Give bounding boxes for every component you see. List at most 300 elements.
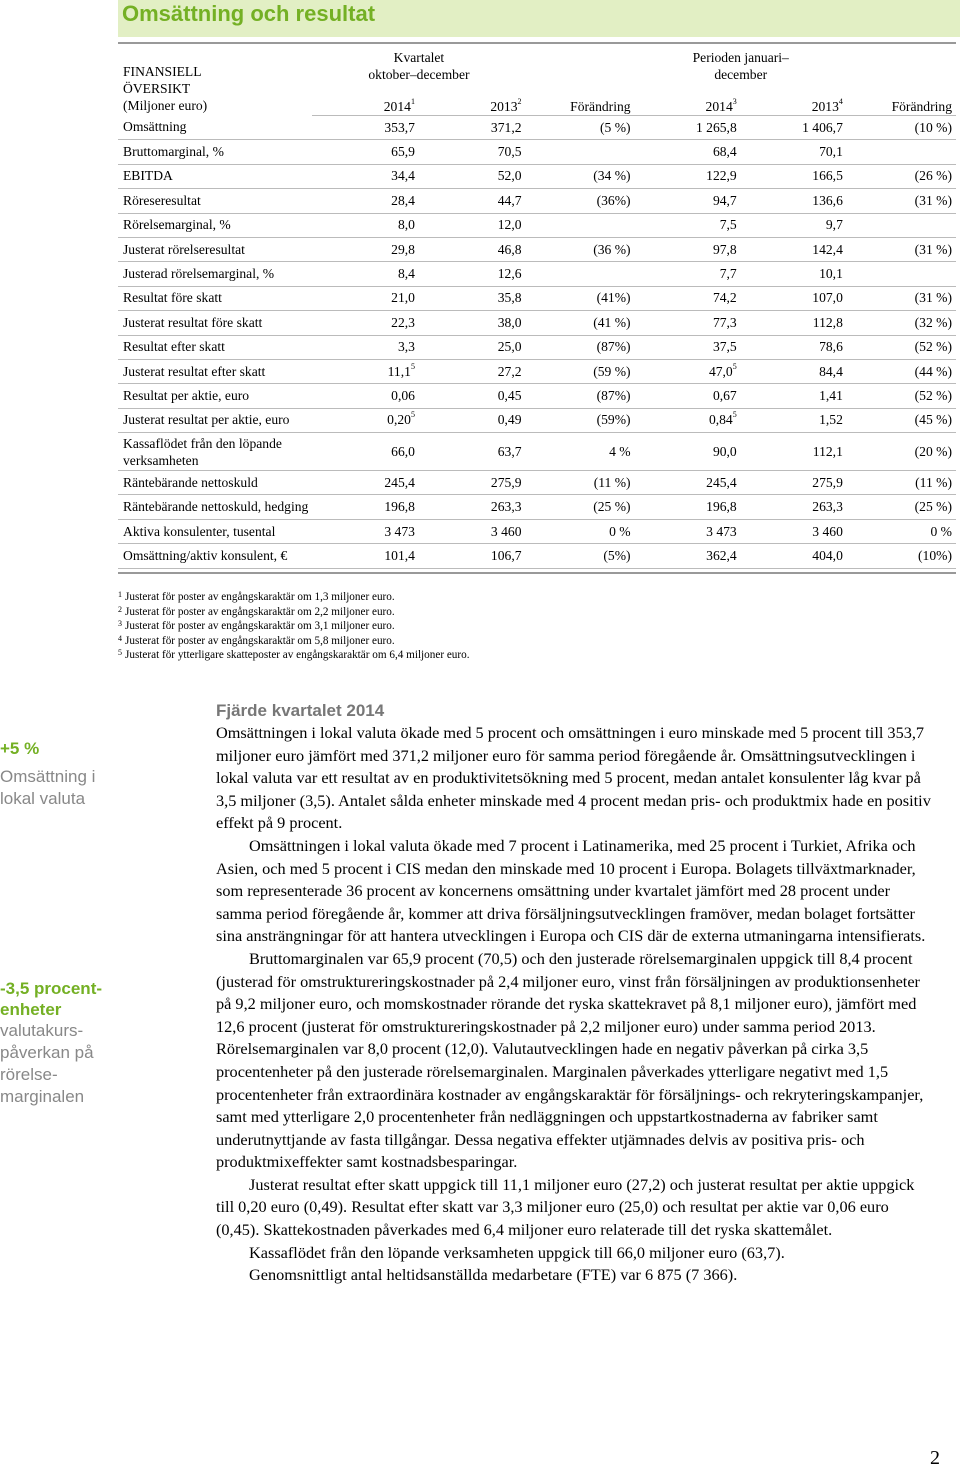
cell-value: 94,7 (712, 192, 737, 208)
table-cell (419, 408, 526, 432)
row-label: Rörelsemarginal, % (118, 213, 312, 237)
table-cell (847, 359, 956, 383)
table-cell (526, 335, 635, 359)
table-header-group-quarter (312, 49, 525, 83)
footnote-marker: 4 (838, 97, 843, 106)
cell-value: 275,9 (490, 474, 522, 490)
cell-value: 263,3 (490, 499, 522, 515)
table-cell (635, 189, 741, 213)
cell-value: 4 % (609, 443, 631, 459)
table-row (118, 384, 956, 408)
footnote (118, 605, 470, 620)
paragraph: Kassaflödet från den löpande verksamheten uppgick till 66,0 miljoner euro (63,7). (249, 1242, 785, 1262)
cell-value: 404,0 (812, 547, 843, 563)
cell-value: (10 %) (914, 119, 952, 135)
row-label: Justerat resultat per aktie, euro (118, 408, 312, 432)
table-cell (847, 495, 956, 519)
cell-value: (36 %) (593, 241, 631, 257)
table-header-label (118, 49, 312, 116)
cell-value: (5%) (603, 547, 631, 563)
cell-value: (11 %) (915, 474, 952, 490)
table-row (118, 433, 956, 471)
table-cell (419, 237, 526, 261)
sidebar-highlight-label: valutakurs- påverkan på rörelse- marginalen (0, 1021, 94, 1106)
table-cell (635, 384, 741, 408)
footnote-marker: 5 (732, 361, 737, 371)
cell-value: 34,4 (391, 168, 415, 184)
table-cell (741, 495, 847, 519)
table-cell (847, 189, 956, 213)
cell-value: 3 460 (490, 523, 522, 539)
cell-value: 29,8 (391, 241, 415, 257)
row-label: Bruttomarginal, % (118, 140, 312, 164)
table-cell (312, 384, 419, 408)
table-header-group-period (635, 49, 847, 83)
cell-value: 122,9 (706, 168, 737, 184)
table-cell (741, 213, 847, 237)
cell-value: 142,4 (812, 241, 843, 257)
page-title: Omsättning och resultat (118, 0, 960, 37)
table-cell (526, 408, 635, 432)
table-cell (847, 433, 956, 471)
footnote-number: 2 (118, 604, 122, 614)
table-cell (312, 408, 419, 432)
row-label: Räntebärande nettoskuld, hedging (118, 495, 312, 519)
cell-value: 0 % (609, 523, 631, 539)
footnote-text: Justerat för poster av engångskaraktär om 2,2 miljoner euro. (125, 605, 395, 618)
cell-value: 84,4 (819, 363, 843, 379)
table-column-header (847, 83, 956, 116)
cell-value: 9,7 (825, 217, 843, 233)
row-label: Justerat rörelseresultat (118, 237, 312, 261)
table-row (118, 116, 956, 140)
table-cell (635, 140, 741, 164)
table-cell (635, 433, 741, 471)
footnote-marker: 5 (410, 361, 415, 371)
cell-value: 25,0 (497, 339, 522, 355)
table-column-header (635, 83, 741, 116)
table-cell (635, 262, 741, 286)
table-row (118, 189, 956, 213)
table-cell (419, 140, 526, 164)
cell-value: 8,4 (397, 266, 415, 282)
section-heading: Fjärde kvartalet 2014 (216, 701, 385, 720)
cell-value: (87%) (596, 387, 631, 403)
column-header-text: 2013 (490, 99, 518, 114)
cell-value: 35,8 (497, 290, 522, 306)
cell-value: 38,0 (497, 314, 522, 330)
table-row (118, 495, 956, 519)
table-cell (419, 262, 526, 286)
row-label: Resultat före skatt (118, 286, 312, 310)
table-top-rule (118, 42, 956, 44)
cell-value: 63,7 (497, 443, 522, 459)
table-cell (419, 471, 526, 495)
table-header-label-line: (Miljoner euro) (123, 97, 208, 113)
cell-value: 263,3 (812, 499, 843, 515)
cell-value: (59 %) (593, 363, 631, 379)
table-cell (419, 519, 526, 543)
table-cell (741, 189, 847, 213)
cell-value: (31 %) (914, 241, 952, 257)
footnote-marker: 1 (410, 97, 415, 106)
table-cell (312, 359, 419, 383)
table-cell (526, 189, 635, 213)
cell-value: 1 406,7 (802, 119, 843, 135)
table-cell (312, 116, 419, 140)
cell-value: (36%) (596, 192, 631, 208)
footnote-marker: 5 (410, 410, 415, 420)
table-cell (312, 433, 419, 471)
cell-value: 362,4 (706, 547, 737, 563)
table-cell (419, 189, 526, 213)
table-cell (419, 544, 526, 568)
row-label: EBITDA (118, 164, 312, 188)
cell-value: (5 %) (600, 119, 631, 135)
table-header-spacer (847, 49, 956, 83)
table-header-group-line: december (714, 67, 768, 82)
cell-value: 112,1 (812, 443, 843, 459)
cell-value: 196,8 (706, 499, 737, 515)
table-cell (635, 237, 741, 261)
table-cell (741, 408, 847, 432)
cell-value: (32 %) (914, 314, 952, 330)
table-cell (312, 164, 419, 188)
financial-overview-table (118, 49, 956, 569)
column-header-text: 2014 (383, 99, 411, 114)
cell-value: 47,0 (708, 363, 733, 379)
cell-value: (44 %) (914, 363, 952, 379)
table-header-group-line: Kvartalet (393, 50, 445, 65)
table-cell (847, 311, 956, 335)
table-cell (741, 286, 847, 310)
table-cell (741, 544, 847, 568)
footnote-marker: 3 (732, 97, 737, 106)
table-cell (312, 471, 419, 495)
cell-value: 7,5 (719, 217, 737, 233)
table-cell (526, 433, 635, 471)
footnote-text: Justerat för poster av engångskaraktär om 1,3 miljoner euro. (125, 591, 395, 603)
table-cell (741, 359, 847, 383)
table-cell (847, 164, 956, 188)
table-cell (526, 286, 635, 310)
paragraph: Bruttomarginalen var 65,9 procent (70,5) och den justerade rörelsemarginalen uppgick till 8,4 procent (justerad för omstruktureringskostnader på 2,4 miljoner euro, vinst från försäljningen av produktionsenheter på 9,2 miljoner euro, och momskostnader rörande det ryska skattekravet på 8,1 miljoner euro), jämfört med 12,6 procent (justerat för omstruktureringskostnader på 2,2 miljoner euro) under samma period 2013. Rörelsemarginalen var 8,0 procent (12,0). Valutautvecklingen hade en negativ påverkan på cirka 3,5 procentenheter på den justerade rörelsemarginalen. Marginalen påverkades ytterligare negativt med 1,5 procentenheter från extraordinära kostnader av engångskaraktär för försäljnings- och rekryteringskampanjer, samt med ytterligare 2,0 procentenheter från nedläggningen och uppstartkostnaderna av fabriker samt underutnyttjande av fasta tillgångar. Dessa negativa effekter utjämnades delvis av positiva pris- och produktmixeffekter samt kostnadsbesparingar. (216, 948, 924, 1172)
table-cell (847, 213, 956, 237)
cell-value: 46,8 (497, 241, 522, 257)
cell-value: 70,5 (497, 144, 522, 160)
row-label: Justerad rörelsemarginal, % (118, 262, 312, 286)
table-row (118, 286, 956, 310)
table-bottom-rule (118, 572, 956, 574)
cell-value: 0,84 (708, 412, 733, 428)
table-cell (419, 384, 526, 408)
row-label-line: Kassaflödet från den löpande (123, 435, 282, 451)
cell-value: 44,7 (497, 192, 522, 208)
table-cell (741, 311, 847, 335)
cell-value: 353,7 (384, 119, 415, 135)
table-cell (635, 335, 741, 359)
cell-value: 371,2 (490, 119, 522, 135)
cell-value: (52 %) (914, 387, 952, 403)
sidebar-highlight-margin (0, 978, 120, 1108)
row-label: Justerat resultat efter skatt (118, 359, 312, 383)
table-cell (847, 286, 956, 310)
cell-value: 7,7 (719, 266, 737, 282)
table-cell (847, 471, 956, 495)
table-row (118, 359, 956, 383)
paragraph: Omsättningen i lokal valuta ökade med 5 procent och omsättningen i euro minskade med 5 procent till 353,7 miljoner euro jämfört med 371,2 miljoner euro för samma period föregående år. Omsättningsutvecklingen i lokal valuta var ett resultat av en produktivitetsökning med 5 procent, medan antalet konsulenter låg kvar på 3,5 miljoner (3,5). Antalet sålda enheter minskade med 4 procent medan pris- och produktmix hade en positiv effekt på 9 procent. (216, 723, 931, 833)
table-row (118, 408, 956, 432)
cell-value: 0,49 (497, 412, 522, 428)
table-cell (741, 237, 847, 261)
table-cell (741, 519, 847, 543)
cell-value: 101,4 (384, 547, 415, 563)
table-cell (635, 213, 741, 237)
cell-value: 78,6 (819, 339, 843, 355)
cell-value: 3,3 (397, 339, 415, 355)
footnote-text: Justerat för poster av engångskaraktär om 5,8 miljoner euro. (125, 634, 395, 647)
footnote-marker: 2 (517, 97, 522, 106)
table-cell (741, 471, 847, 495)
cell-value: 0 % (930, 523, 952, 539)
table-cell (419, 311, 526, 335)
table-cell (526, 519, 635, 543)
footnote (118, 634, 470, 649)
paragraph: Genomsnittligt antal heltidsanställda medarbetare (FTE) var 6 875 (7 366). (249, 1265, 738, 1285)
table-cell (526, 359, 635, 383)
table-cell (635, 471, 741, 495)
column-header-text: 2013 (811, 99, 839, 114)
table-cell (847, 335, 956, 359)
table-cell (312, 237, 419, 261)
table-cell (312, 544, 419, 568)
cell-value: 21,0 (391, 290, 415, 306)
cell-value: 245,4 (706, 474, 737, 490)
cell-value: 74,2 (712, 290, 737, 306)
cell-value: 65,9 (391, 144, 415, 160)
table-row (118, 544, 956, 568)
row-label: Omsättning (118, 116, 312, 140)
cell-value: 12,6 (497, 266, 522, 282)
footnote-marker: 5 (732, 410, 737, 420)
table-cell (847, 384, 956, 408)
footnote-number: 5 (118, 648, 122, 658)
footnote-text: Justerat för ytterligare skatteposter av engångskaraktär om 6,4 miljoner euro. (125, 649, 470, 662)
table-cell (741, 433, 847, 471)
table-header-group-line: oktober–december (368, 67, 470, 82)
table-cell (526, 544, 635, 568)
cell-value: 275,9 (812, 474, 843, 490)
table-cell (312, 286, 419, 310)
footnote-number: 1 (118, 590, 122, 599)
table-cell (526, 140, 635, 164)
body-text (216, 700, 936, 1287)
table-cell (312, 213, 419, 237)
cell-value: (59%) (596, 412, 631, 428)
table-row (118, 471, 956, 495)
table-cell (635, 286, 741, 310)
row-label: Omsättning/aktiv konsulent, € (118, 544, 312, 568)
table-cell (419, 164, 526, 188)
table-cell (312, 140, 419, 164)
table-cell (312, 519, 419, 543)
table-cell (635, 519, 741, 543)
cell-value: 196,8 (384, 499, 415, 515)
table-cell (635, 408, 741, 432)
table-cell (741, 116, 847, 140)
cell-value: 90,0 (712, 443, 737, 459)
cell-value: (45 %) (914, 412, 952, 428)
row-label-line: verksamheten (123, 452, 199, 468)
column-header-text: 2014 (705, 99, 733, 114)
sidebar-highlight-value: -3,5 procent- enheter (0, 979, 103, 1019)
cell-value: 52,0 (497, 168, 522, 184)
table-cell (741, 164, 847, 188)
cell-value: 106,7 (490, 547, 522, 563)
table-cell (635, 164, 741, 188)
table-cell (419, 433, 526, 471)
cell-value: 1,41 (819, 387, 843, 403)
row-label: Resultat per aktie, euro (118, 384, 312, 408)
table-header-label-line: ÖVERSIKT (123, 80, 191, 96)
cell-value: 10,1 (819, 266, 843, 282)
table-column-header (526, 83, 635, 116)
column-header-text: Förändring (570, 99, 631, 114)
table-header-spacer (526, 49, 635, 83)
footnote-number: 4 (118, 633, 122, 643)
table-cell (635, 495, 741, 519)
table-cell (526, 262, 635, 286)
row-label: Justerat resultat före skatt (118, 311, 312, 335)
cell-value: (41 %) (593, 314, 631, 330)
table-cell (635, 359, 741, 383)
table-cell (526, 471, 635, 495)
table-cell (847, 116, 956, 140)
table-header-label-line: FINANSIELL (123, 63, 202, 79)
cell-value: 22,3 (391, 314, 415, 330)
cell-value: 28,4 (391, 192, 415, 208)
table-cell (312, 262, 419, 286)
table-cell (741, 262, 847, 286)
table-cell (847, 544, 956, 568)
table-cell (419, 335, 526, 359)
cell-value: 112,8 (812, 314, 843, 330)
sidebar-highlight-value: +5 % (0, 739, 40, 758)
table-row (118, 335, 956, 359)
row-label: Röreseresultat (118, 189, 312, 213)
cell-value: (11 %) (593, 474, 631, 490)
table-header-group-row (118, 49, 956, 83)
table-cell (312, 335, 419, 359)
table-cell (741, 384, 847, 408)
cell-value: 136,6 (812, 192, 843, 208)
cell-value: (26 %) (914, 168, 952, 184)
cell-value: 37,5 (712, 339, 737, 355)
table-row (118, 237, 956, 261)
cell-value: 0,06 (391, 387, 415, 403)
table-cell (419, 116, 526, 140)
table-cell (847, 262, 956, 286)
cell-value: 68,4 (712, 144, 737, 160)
cell-value: 70,1 (819, 144, 843, 160)
cell-value: 3 460 (812, 523, 843, 539)
table-cell (635, 116, 741, 140)
cell-value: 3 473 (706, 523, 737, 539)
cell-value: 0,67 (712, 387, 737, 403)
table-row (118, 519, 956, 543)
table-cell (419, 359, 526, 383)
table-cell (847, 408, 956, 432)
table-cell (635, 311, 741, 335)
table-row (118, 213, 956, 237)
table-row (118, 164, 956, 188)
table-row (118, 262, 956, 286)
cell-value: 1 265,8 (695, 119, 737, 135)
cell-value: (41%) (596, 290, 631, 306)
table-cell (312, 495, 419, 519)
table-cell (526, 164, 635, 188)
page-number: 2 (930, 1447, 940, 1469)
footnote-text: Justerat för poster av engångskaraktär om 3,1 miljoner euro. (125, 620, 395, 633)
cell-value: (10%) (918, 547, 952, 563)
table-row (118, 311, 956, 335)
table-cell (312, 189, 419, 213)
cell-value: 245,4 (384, 474, 415, 490)
cell-value: 66,0 (391, 443, 415, 459)
table-cell (635, 544, 741, 568)
cell-value: (25 %) (593, 499, 631, 515)
row-label (118, 433, 312, 471)
row-label: Resultat efter skatt (118, 335, 312, 359)
cell-value: (87%) (596, 339, 631, 355)
footnote (118, 590, 470, 605)
cell-value: 0,20 (387, 412, 411, 428)
table-cell (526, 116, 635, 140)
cell-value: 97,8 (712, 241, 737, 257)
table-cell (847, 140, 956, 164)
sidebar-highlight-sales (0, 738, 120, 810)
table-cell (526, 311, 635, 335)
table-column-header (312, 83, 419, 116)
table-cell (741, 140, 847, 164)
table-cell (419, 286, 526, 310)
paragraph: Omsättningen i lokal valuta ökade med 7 procent i Latinamerika, med 25 procent i Turkiet, Afrika och Asien, och med 5 procent i CIS medan den minskade med 10 procent i Europa. Bolagets tillväxtmarknader, som representerade 36 procent av koncernens omsättning under kvartalet jämfört med 28 procent under samma period föregående år, kommer att driva försäljningsutvecklingen framöver, medan bolaget fortsätter sina ansträngningar för att hantera utvecklingen i Europa och CIS där de externa utmaningarna intensifierats. (216, 835, 926, 946)
cell-value: (31 %) (914, 192, 952, 208)
cell-value: (20 %) (914, 443, 952, 459)
cell-value: 3 473 (384, 523, 415, 539)
footnote (118, 619, 470, 634)
table-cell (526, 384, 635, 408)
cell-value: 1,52 (819, 412, 843, 428)
cell-value: (25 %) (914, 499, 952, 515)
cell-value: 8,0 (397, 217, 415, 233)
cell-value: (31 %) (914, 290, 952, 306)
cell-value: (34 %) (593, 168, 631, 184)
cell-value: 77,3 (712, 314, 737, 330)
table-column-header (419, 83, 526, 116)
table-cell (312, 311, 419, 335)
row-label: Aktiva konsulenter, tusental (118, 519, 312, 543)
table-cell (419, 213, 526, 237)
table-cell (419, 495, 526, 519)
cell-value: 27,2 (497, 363, 522, 379)
row-label: Räntebärande nettoskuld (118, 471, 312, 495)
table-header-group-line: Perioden januari– (692, 50, 789, 65)
paragraph: Justerat resultat efter skatt uppgick till 11,1 miljoner euro (27,2) och justerat resultat per aktie uppgick till 0,20 euro (0,49). Resultat efter skatt var 3,3 miljoner euro (25,0) och resultat per aktie var 0,06 euro (0,45). Skattekostnaden påverkades med 6,4 miljoner euro relaterade till det ryska skattemålet. (216, 1174, 915, 1240)
cell-value: 12,0 (497, 217, 522, 233)
cell-value: 107,0 (812, 290, 843, 306)
cell-value: 0,45 (497, 387, 522, 403)
